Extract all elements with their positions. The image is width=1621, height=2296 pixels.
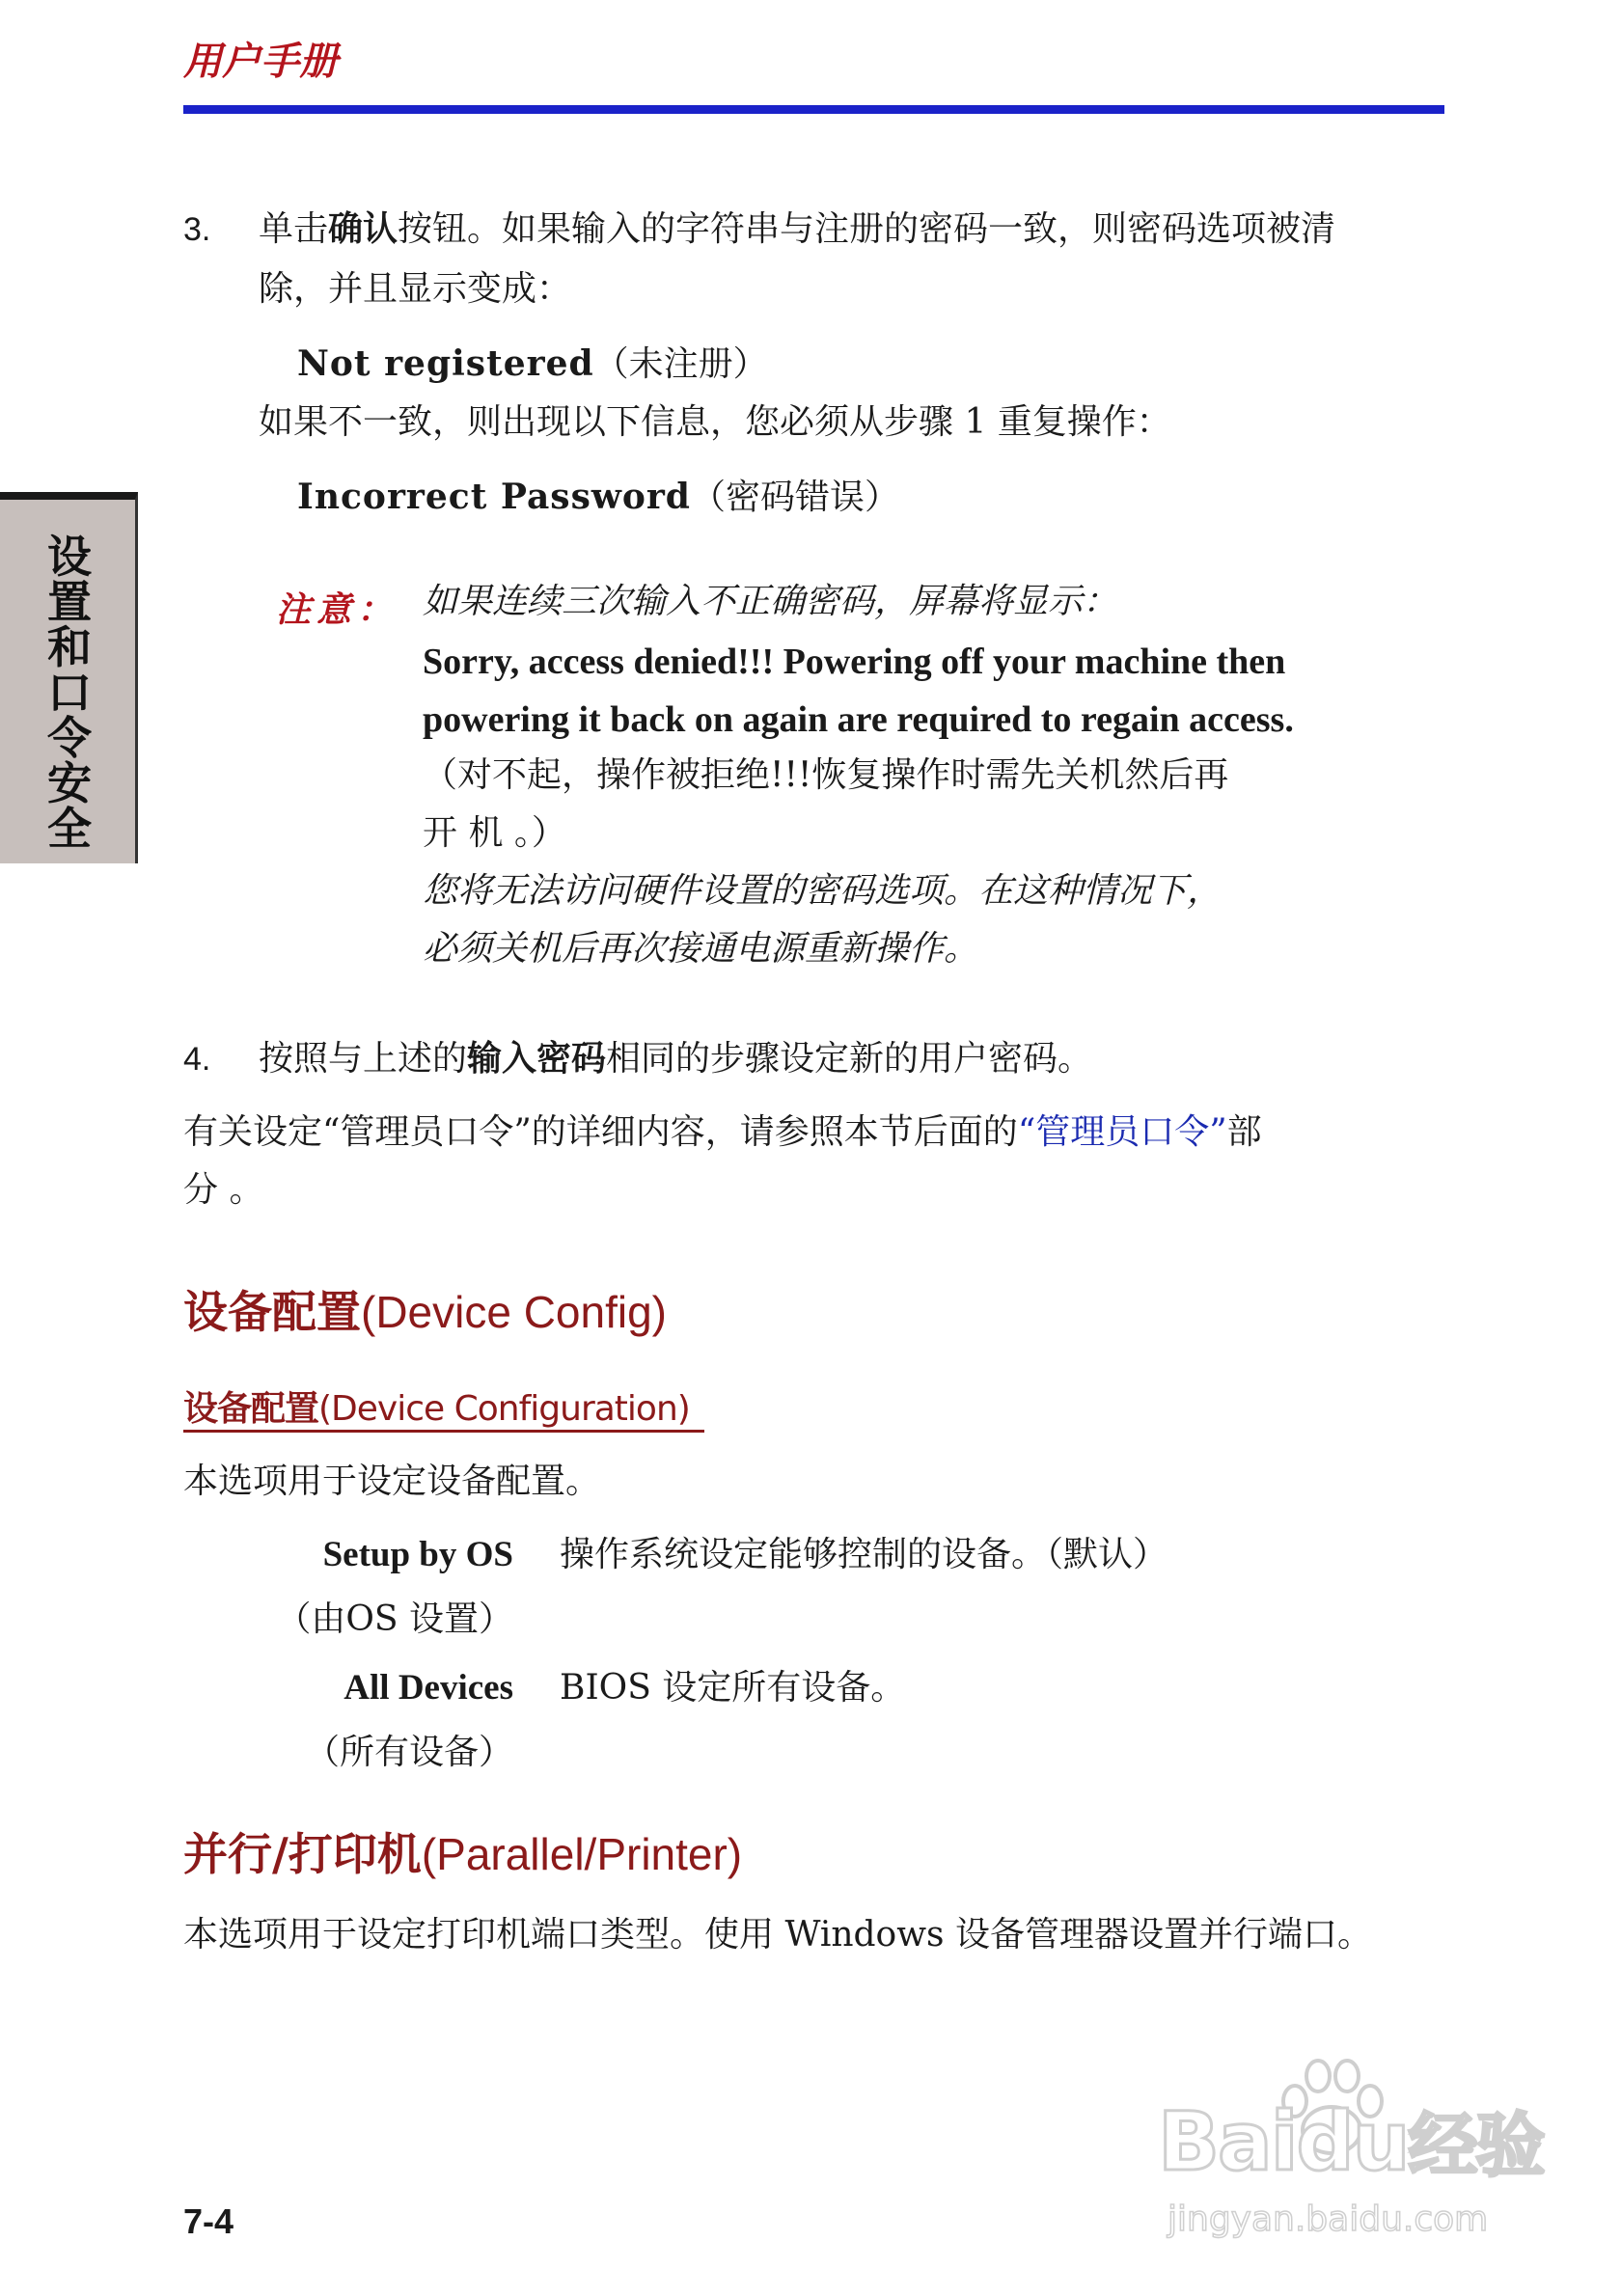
option-all-devices-description: BIOS 设定所有设备。 [560, 1668, 906, 1708]
parallel-printer-heading-latin: (Parallel/Printer) [421, 1829, 743, 1879]
admin-reference-text-after: 部 [1226, 1112, 1262, 1152]
option-setup-by-os-term: Setup by OS [322, 1535, 513, 1574]
watermark-url: jingyan.baidu.com [1168, 2200, 1489, 2239]
device-config-description: 本选项用于设定设备配置。 [183, 1462, 601, 1501]
message-not-registered [297, 343, 768, 385]
step-3-line-1 [259, 208, 1335, 250]
step-3-line-2: 除，并且显示变成： [259, 269, 572, 309]
header-rule [183, 105, 1444, 114]
parallel-printer-heading [183, 1819, 742, 1883]
message-incorrect-password-zh: （密码错误） [690, 478, 899, 517]
parallel-printer-description: 本选项用于设定打印机端口类型。使用 Windows 设备管理器设置并行端口。 [183, 1915, 1372, 1954]
note-line-1: 如果连续三次输入不正确密码，屏幕将显示： [423, 582, 1118, 621]
message-incorrect-password-en: Incorrect Password [297, 477, 691, 517]
step-4-text-before: 按照与上述的 [259, 1039, 468, 1079]
message-incorrect-password [297, 477, 899, 518]
chapter-side-tab-label: 设置和口令安全 [47, 531, 92, 855]
step-3-mismatch-line: 如果不一致，则出现以下信息，您必须从步骤 1 重复操作： [259, 402, 1171, 442]
device-config-heading [183, 1277, 667, 1341]
message-not-registered-zh: （未注册） [593, 344, 768, 384]
running-header-title: 用户手册 [183, 40, 338, 84]
option-all-devices-term: All Devices [343, 1668, 513, 1708]
note-zh-line-2: 开 机 。） [423, 813, 566, 853]
option-setup-by-os-term-zh: （由OS 设置） [276, 1599, 513, 1639]
watermark-brand-du: du [1296, 2094, 1409, 2189]
watermark-brand [1158, 2090, 1543, 2190]
watermark-brand-jingyan: 经验 [1408, 2105, 1544, 2186]
device-configuration-subheading-latin: (Device Configuration) [318, 1389, 690, 1429]
step-3-text-before: 单击 [259, 209, 329, 249]
device-config-heading-cjk: 设备配置 [183, 1286, 361, 1338]
step-3-number: 3. [183, 211, 211, 248]
admin-reference-text-before: 有关设定“管理员口令”的详细内容，请参照本节后面的 [183, 1112, 1018, 1152]
admin-password-link[interactable]: “管理员口令” [1017, 1112, 1227, 1152]
device-configuration-subheading-cjk: 设备配置 [183, 1389, 319, 1429]
note-label: 注意： [276, 590, 398, 630]
note-italic-line-1: 您将无法访问硬件设置的密码选项。在这种情况下， [423, 871, 1223, 911]
page-number: 7-4 [183, 2201, 234, 2241]
step-4-bold-word: 输入密码 [467, 1039, 607, 1079]
note-italic-line-2: 必须关机后再次接通电源重新操作。 [423, 929, 979, 969]
note-en-line-1: Sorry, access denied!!! Powering off your machine then [423, 642, 1286, 682]
baidu-jingyan-watermark [1158, 2055, 1563, 2248]
chapter-side-tab [0, 492, 138, 863]
message-not-registered-en: Not registered [297, 343, 594, 384]
step-4-number: 4. [183, 1041, 211, 1078]
step-4-text-after: 相同的步骤设定新的用户密码。 [606, 1039, 1093, 1079]
device-configuration-subheading [183, 1381, 690, 1431]
admin-reference-line-2: 分 。 [183, 1170, 264, 1210]
step-3-bold-word: 确认 [328, 209, 398, 249]
option-all-devices-term-zh: （所有设备） [304, 1733, 513, 1772]
step-4-line [259, 1038, 1092, 1080]
parallel-printer-heading-cjk: 并行/打印机 [183, 1828, 422, 1880]
watermark-brand-bai: Bai [1158, 2094, 1297, 2189]
subheading-underline [183, 1430, 704, 1433]
admin-reference-line-1 [183, 1111, 1262, 1153]
note-zh-line-1: （对不起，操作被拒绝!!!恢复操作时需先关机然后再 [423, 755, 1229, 795]
note-en-line-2: powering it back on again are required to regain access. [423, 699, 1294, 740]
device-config-heading-latin: (Device Config) [361, 1287, 667, 1337]
step-3-text-after: 按钮。如果输入的字符串与注册的密码一致，则密码选项被清 [398, 209, 1336, 249]
option-setup-by-os-description: 操作系统设定能够控制的设备。（默认） [560, 1535, 1168, 1574]
